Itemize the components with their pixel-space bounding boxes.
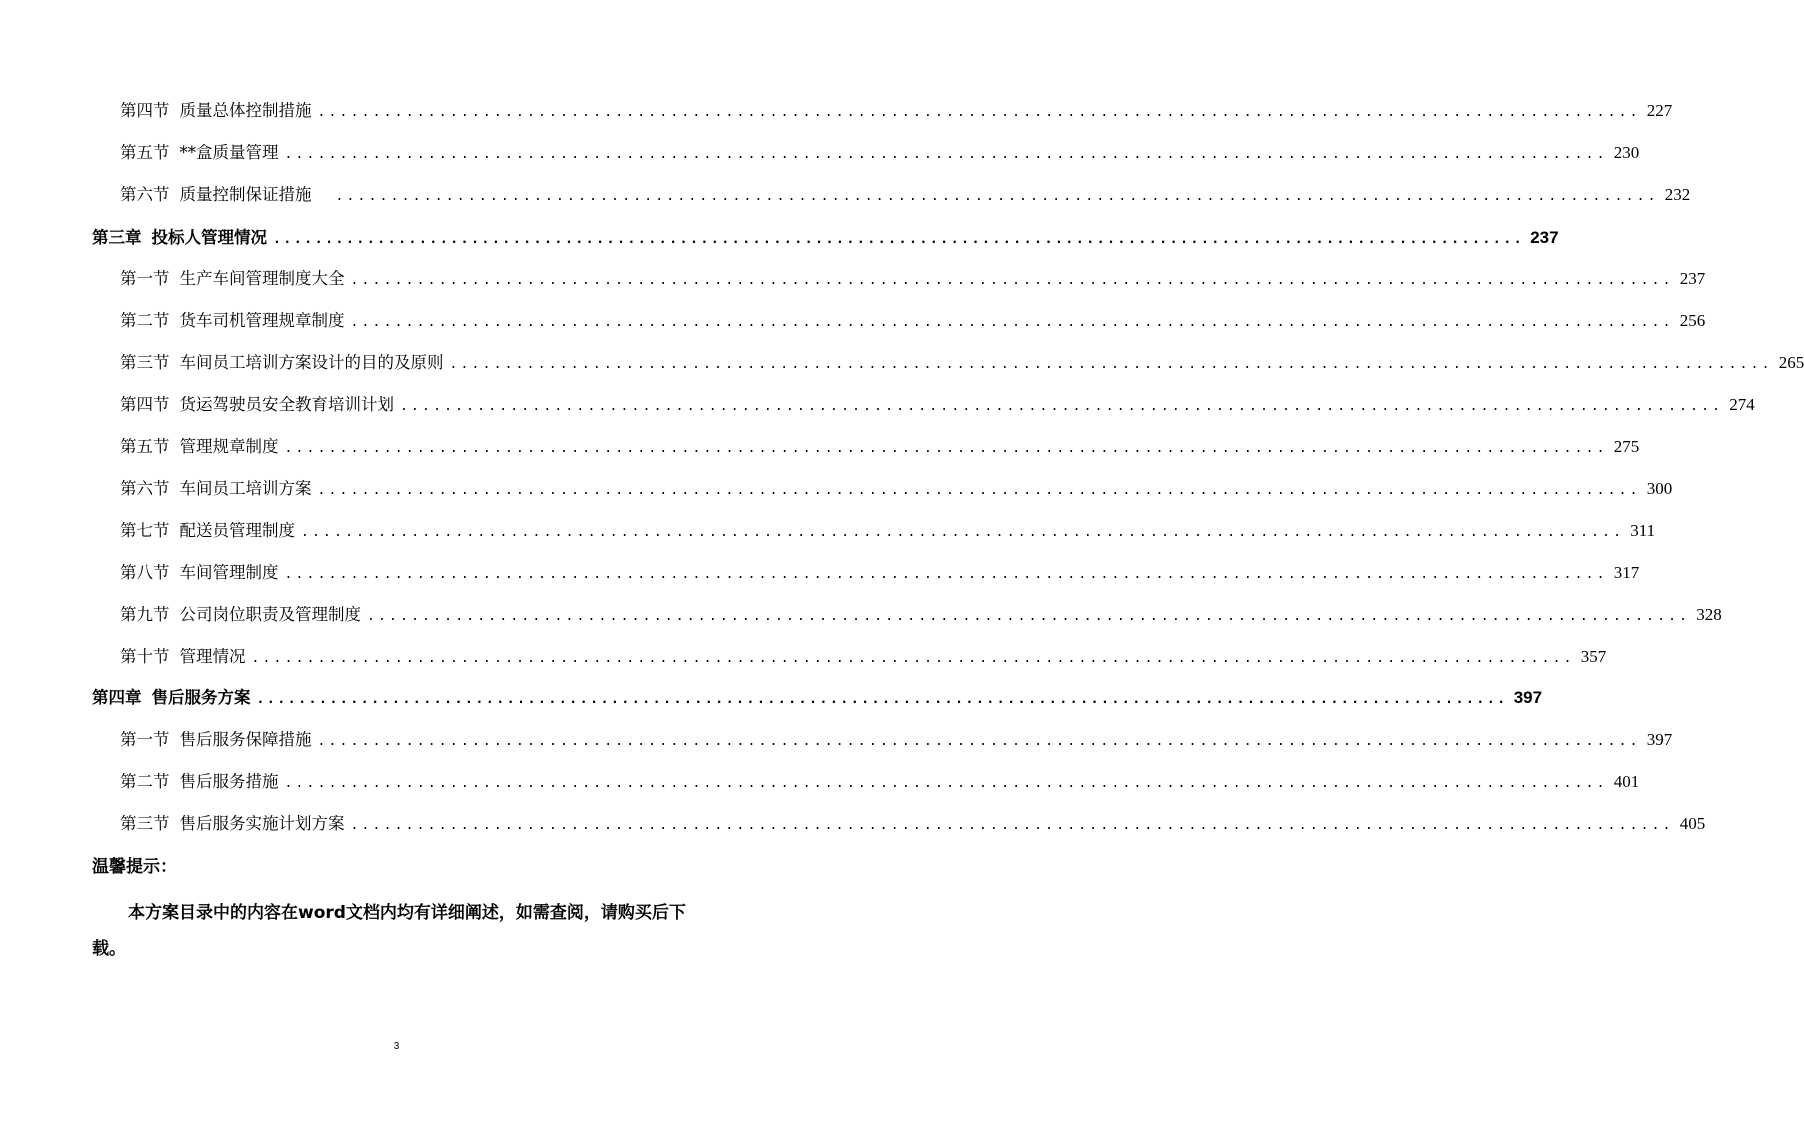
toc-entry[interactable] xyxy=(120,100,1673,124)
toc-entry-number: 第一节 xyxy=(120,269,170,288)
toc-entry-page: 275 xyxy=(1613,437,1640,456)
toc-chapter-number: 第四章 xyxy=(92,688,142,707)
toc-entry-title: 货车司机管理规章制度 xyxy=(179,311,345,330)
toc-dot-leader: ........................................................................................................................ xyxy=(317,483,1641,498)
toc-entry[interactable] xyxy=(120,520,1656,544)
toc-entry-number: 第四节 xyxy=(120,101,170,120)
toc-entry-page: 237 xyxy=(1679,269,1706,288)
toc-entry-page: 311 xyxy=(1630,521,1656,540)
toc-entry[interactable] xyxy=(120,142,1640,166)
toc-entry-page: 232 xyxy=(1664,185,1691,204)
toc-entry-number: 第四节 xyxy=(120,395,170,414)
toc-entry[interactable] xyxy=(120,352,1804,376)
toc-entry-title: **盒质量管理 xyxy=(179,143,279,162)
toc-dot-leader: ........................................................................................................................ xyxy=(317,734,1641,749)
toc-entry-page: 230 xyxy=(1613,143,1640,162)
tip-heading: 温馨提示： xyxy=(92,857,177,877)
toc-entry-page: 317 xyxy=(1613,563,1640,582)
toc-entry-number: 第二节 xyxy=(120,772,170,791)
toc-dot-leader: ........................................................................................................................ xyxy=(350,315,1674,330)
toc-entry-page: 265 xyxy=(1778,353,1804,372)
toc-chapter-page: 397 xyxy=(1513,688,1543,707)
toc-dot-leader: ........................................................................................................................ xyxy=(284,147,1608,162)
toc-entry-title: 车间员工培训方案 xyxy=(179,479,312,498)
toc-dot-leader: ........................................................................................................................ xyxy=(335,189,1659,204)
toc-dot-leader: ........................................................................................................................ xyxy=(284,776,1608,791)
toc-entry[interactable] xyxy=(120,394,1755,418)
toc-entry-number: 第五节 xyxy=(120,437,170,456)
toc-dot-leader: ........................................................................................................................ xyxy=(449,357,1773,372)
toc-entry-title: 售后服务保障措施 xyxy=(179,730,312,749)
toc-entry-number: 第十节 xyxy=(120,647,170,666)
toc-entry-title: 车间员工培训方案设计的目的及原则 xyxy=(179,353,444,372)
toc-entry-page: 227 xyxy=(1646,101,1673,120)
toc-dot-leader: ........................................................................................................................ xyxy=(367,609,1691,624)
toc-entry-title: 管理规章制度 xyxy=(179,437,279,456)
toc-entry-number: 第三节 xyxy=(120,353,170,372)
toc-entry[interactable] xyxy=(120,646,1607,670)
toc-entry-page: 405 xyxy=(1679,814,1706,833)
toc-entry[interactable] xyxy=(120,268,1706,292)
toc-entry-title: 管理情况 xyxy=(179,647,246,666)
toc-chapter-title: 售后服务方案 xyxy=(151,688,251,707)
toc-entry-page: 328 xyxy=(1696,605,1722,624)
toc-entry-title: 售后服务措施 xyxy=(179,772,279,791)
toc-dot-leader: ........................................................................................................................ xyxy=(251,651,1575,666)
toc-entry-page: 274 xyxy=(1729,395,1755,414)
toc-entry-title: 生产车间管理制度大全 xyxy=(179,269,345,288)
toc-entry-number: 第六节 xyxy=(120,185,170,204)
toc-entry[interactable] xyxy=(120,478,1673,502)
toc-entry-title: 公司岗位职责及管理制度 xyxy=(179,605,361,624)
toc-entry-title: 配送员管理制度 xyxy=(179,521,295,540)
toc-dot-leader: ........................................................................................................................ xyxy=(350,818,1674,833)
toc-dot-leader: ........................................................................................................................ xyxy=(350,273,1674,288)
toc-entry[interactable] xyxy=(120,729,1673,753)
toc-entry[interactable] xyxy=(120,604,1722,628)
toc-entry-title: 车间管理制度 xyxy=(179,563,279,582)
toc-dot-leader: ........................................................................................................................ xyxy=(284,441,1608,456)
toc-entry-title: 货运驾驶员安全教育培训计划 xyxy=(179,395,394,414)
toc-entry-title: 质量控制保证措施 xyxy=(179,185,312,204)
toc-entry-page: 397 xyxy=(1646,730,1673,749)
toc-entry-title: 售后服务实施计划方案 xyxy=(179,814,345,833)
toc-dot-leader: ........................................................................................................................ xyxy=(284,567,1608,582)
toc-entry[interactable] xyxy=(120,436,1640,460)
toc-entry[interactable] xyxy=(120,184,1691,208)
toc-entry-page: 300 xyxy=(1646,479,1673,498)
toc-entry-page: 256 xyxy=(1679,311,1706,330)
toc-entry-number: 第八节 xyxy=(120,563,170,582)
toc-entry[interactable] xyxy=(120,562,1640,586)
toc-chapter-number: 第三章 xyxy=(92,228,142,247)
toc-dot-leader: ........................................................................................................................ xyxy=(273,232,1525,247)
toc-entry-title: 质量总体控制措施 xyxy=(179,101,312,120)
toc-chapter-entry[interactable] xyxy=(92,227,1559,251)
toc-chapter-title: 投标人管理情况 xyxy=(151,228,267,247)
toc-entry-number: 第六节 xyxy=(120,479,170,498)
toc-chapter-page: 237 xyxy=(1530,228,1559,247)
toc-entry[interactable] xyxy=(120,310,1706,334)
toc-entry-number: 第七节 xyxy=(120,521,170,540)
toc-entry-page: 401 xyxy=(1613,772,1640,791)
toc-entry-number: 第五节 xyxy=(120,143,170,162)
toc-entry-number: 第三节 xyxy=(120,814,170,833)
page-number: 3 xyxy=(393,1041,400,1052)
toc-chapter-entry[interactable] xyxy=(92,687,1543,711)
toc-entry[interactable] xyxy=(120,771,1640,795)
toc-entry-number: 第一节 xyxy=(120,730,170,749)
toc-dot-leader: ........................................................................................................................ xyxy=(400,399,1724,414)
toc-entry-number: 第二节 xyxy=(120,311,170,330)
toc-entry-page: 357 xyxy=(1580,647,1607,666)
toc-entry[interactable] xyxy=(120,813,1706,837)
toc-dot-leader: ........................................................................................................................ xyxy=(317,105,1641,120)
toc-entry-number: 第九节 xyxy=(120,605,170,624)
toc-dot-leader: ........................................................................................................................ xyxy=(301,525,1625,540)
tip-body: 本方案目录中的内容在word文档内均有详细阐述，如需查阅，请购买后下载。 xyxy=(92,903,686,959)
toc-dot-leader: ........................................................................................................................ xyxy=(256,692,1508,707)
